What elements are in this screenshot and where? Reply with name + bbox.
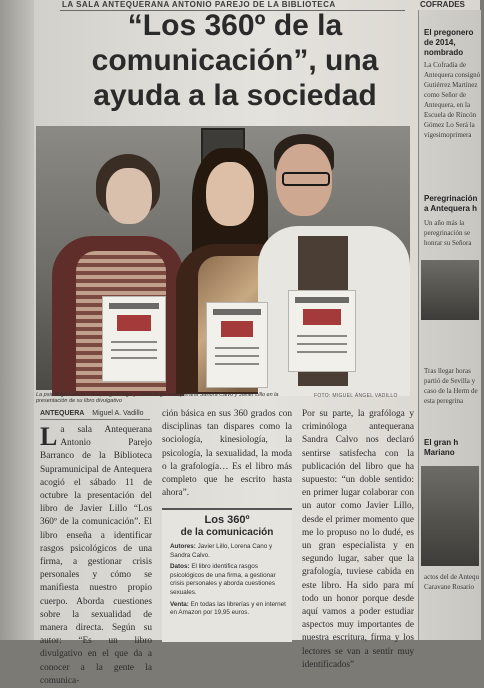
page-gutter bbox=[0, 0, 34, 640]
byline-author: Miguel A. Vadillo bbox=[92, 410, 144, 417]
person-left-face bbox=[106, 168, 152, 224]
info-box-subtitle: de la comunicación bbox=[180, 527, 274, 538]
drop-cap: L bbox=[40, 422, 58, 451]
sidebar-headline-1: El pregonero de 2014, nombrado bbox=[424, 28, 474, 57]
top-strip-text: LA SALA ANTEQUERANA ANTONIO PAREJO DE LA BIBLIOTECA bbox=[62, 0, 336, 9]
article-column-2: ción básica en sus 360 grados con disciplinas tan dispares como la sociología, kinesiología, la psicología, la sexualidad, la moda o la grafología… Es el libro más completo que he escrito hasta ahora”. bbox=[162, 409, 292, 499]
info-box-item bbox=[162, 563, 292, 600]
sidebar-photo bbox=[421, 260, 479, 320]
headline-line-1: “Los 360º de la bbox=[127, 9, 343, 42]
book-copy-right bbox=[288, 290, 356, 372]
sidebar-text-3: Tras llegar horas partió de Sevilla y caso de la Herm de esta peregrina bbox=[424, 367, 478, 405]
sidebar-text-1: La Cofradía de Antequera consignó Gutiérrez Martínez como Señor de Antequera, en la Escuela de Rincón Gómez Lo Será la vigesimoprimera bbox=[424, 61, 481, 139]
info-box-item bbox=[162, 543, 292, 563]
photo-credit: FOTO: MIGUEL ÁNGEL VADILLO bbox=[314, 393, 398, 399]
sidebar-news bbox=[418, 10, 481, 640]
info-box-item-label: Autores: bbox=[170, 543, 196, 550]
column-1-text: a sala Antequerana Antonio Parejo Barranco de la Biblioteca Supramunicipal de Antequera acogió el sábado 11 de octubre la presentación del libro de Javier Lillo “Los 360º de la comunicación”. El libro enseña a identificar rasgos psicológicos de una firma, a gestionar crisis personales y cómo se manifiesta nuestro propio cuerpo. Aborda cuestiones sobre la sexualidad de manera directa. Según su autor: “Es un libro divulgativo en el que da a conocer a la gente la comunica- bbox=[40, 425, 152, 686]
sidebar-text-4: actos del de Antequ Caravane Rosario bbox=[424, 573, 480, 591]
info-box-item-text: El libro identifica rasgos psicológicos de una firma, a gestionar crisis personales y aborda cuestiones sexuales. bbox=[170, 563, 276, 596]
headline-line-2: comunicación”, una bbox=[91, 44, 379, 77]
byline bbox=[40, 410, 150, 420]
info-box-item-text: En todas las librerías y en internet en Amazon por 19,95 euros. bbox=[170, 600, 286, 617]
article-photo bbox=[36, 126, 410, 390]
person-center-face bbox=[206, 162, 254, 226]
sidebar-portrait bbox=[421, 466, 479, 566]
headline bbox=[70, 8, 400, 113]
sidebar-headline-2: Peregrinación a Antequera h bbox=[424, 194, 478, 213]
info-box-item-label: Datos: bbox=[170, 563, 190, 571]
info-box-item bbox=[162, 601, 292, 621]
sidebar-headline-3: El gran h Mariano bbox=[424, 438, 459, 457]
book-copy-left bbox=[102, 296, 166, 382]
info-box-item-text: Javier Lillo, Lorena Cano y Sandra Calvo. bbox=[170, 543, 273, 559]
info-box-title: Los 360º bbox=[204, 514, 250, 526]
section-label: COFRADES bbox=[420, 0, 465, 9]
article-column-3: Por su parte, la grafóloga y criminóloga antequerana Sandra Calvo nos declaró sentirse satisfecha con la publicación del libro que ha supuesto: “un doble sentido: en primer lugar colaborar con un autor como Javier Lillo, desde el primer momento que me lo propuso no lo dudé, es un gran especialista y en segundo lugar, saber que la grafología, tuviese cabida en este libro. Ha sido para mí todo un honor porque desde aquí vamos a poder estudiar aspectos muy importantes de nuestra escritura, firma y los lectores se van a sentir muy identificados” bbox=[302, 409, 414, 670]
headline-line-3: ayuda a la sociedad bbox=[93, 79, 377, 112]
info-box bbox=[162, 508, 292, 642]
byline-place: ANTEQUERA bbox=[40, 410, 85, 417]
info-box-item-label: Venta: bbox=[170, 600, 189, 608]
glasses-icon bbox=[282, 172, 330, 186]
sidebar-text-2: Un año más la peregrinación se honrar su Señora bbox=[424, 219, 472, 247]
book-copy-center bbox=[206, 302, 268, 388]
article-column-1 bbox=[40, 422, 152, 686]
photo-caption: La psicóloga Lorena Cano, la grafóloga y criminóloga antequerana Sandra Calvo y Javier Lillo en la presentación de su libro divulgativo bbox=[36, 392, 279, 404]
